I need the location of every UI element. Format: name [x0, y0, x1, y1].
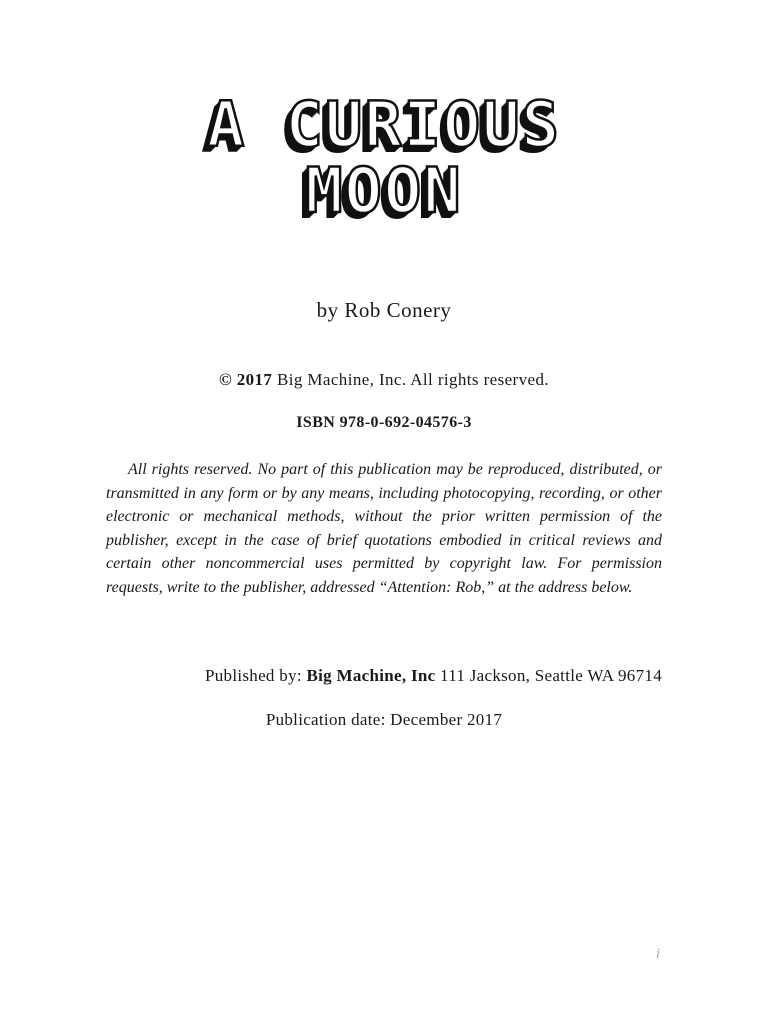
book-title	[0, 88, 768, 227]
page-number: i	[655, 946, 661, 962]
publisher-address: 111 Jackson, Seattle WA 96714	[440, 666, 662, 685]
publisher-name: Big Machine, Inc	[306, 666, 436, 685]
copyright-line	[0, 370, 768, 390]
isbn: ISBN 978-0-692-04576-3	[296, 414, 472, 431]
rights-notice: All rights reserved. No part of this publication may be reproduced, distributed, or transmitted in any form or by any means, including photocopying, recording, or other electronic or mechanical methods, without the prior written permission of the publisher, except in the case of brief quotations embodied in critical reviews and certain other noncommercial uses permitted by copyright law. For permission requests, write to the publisher, addressed “Attention: Rob,” at the address below.	[106, 461, 662, 596]
author-byline: by Rob Conery	[316, 298, 452, 322]
book-title-line-2: MOON	[305, 154, 463, 227]
copyright-text: Big Machine, Inc. All rights reserved.	[276, 370, 550, 389]
publisher-label: Published by:	[204, 666, 302, 685]
copyright-year: © 2017	[218, 370, 273, 389]
book-title-line-1: A CURIOUS	[207, 88, 561, 161]
publisher-line	[106, 666, 662, 686]
publication-date: Publication date: December 2017	[265, 710, 503, 729]
